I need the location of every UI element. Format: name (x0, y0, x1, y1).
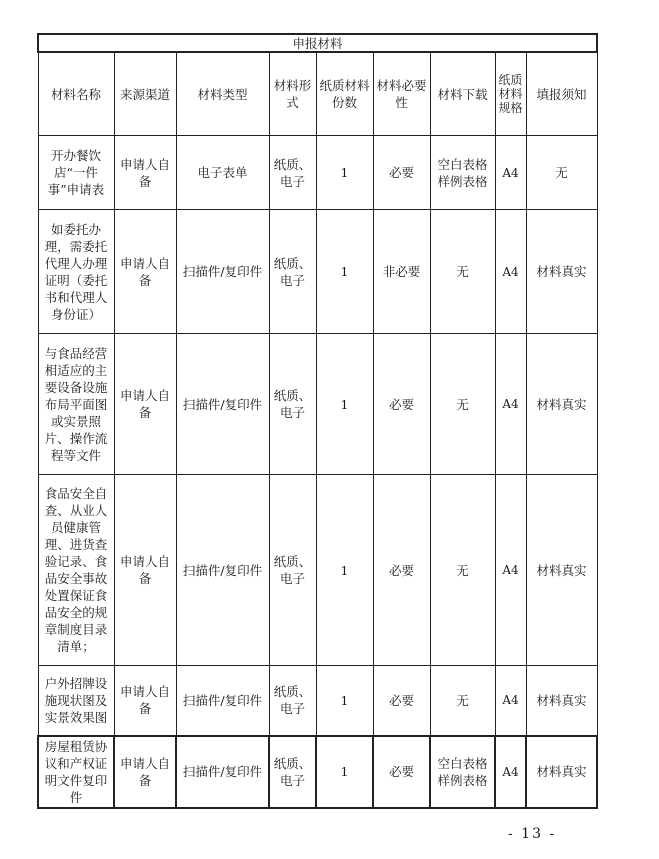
table-title: 申报材料 (38, 34, 597, 52)
source-cell: 申请人自备 (114, 136, 176, 210)
necessity-cell: 非必要 (373, 210, 430, 334)
table-header-row (38, 52, 597, 136)
necessity-cell: 必要 (373, 334, 430, 475)
download-cell: 无 (430, 475, 495, 666)
notes-cell: 材料真实 (526, 210, 597, 334)
type-cell: 扫描件/复印件 (176, 736, 269, 808)
source-cell: 申请人自备 (114, 475, 176, 666)
notes-cell: 材料真实 (526, 334, 597, 475)
copies-cell: 1 (316, 136, 373, 210)
header-material-type: 材料类型 (176, 52, 269, 136)
spec-cell: A4 (495, 210, 526, 334)
source-cell: 申请人自备 (114, 334, 176, 475)
download-cell: 无 (430, 334, 495, 475)
table-row (38, 736, 597, 808)
table-row (38, 334, 597, 475)
form-cell: 纸质、电子 (269, 334, 316, 475)
download-cell[interactable]: 空白表格样例表格 (430, 736, 495, 808)
table-row (38, 210, 597, 334)
download-cell: 无 (430, 210, 495, 334)
header-download: 材料下载 (430, 52, 495, 136)
header-necessity: 材料必要性 (373, 52, 430, 136)
spec-cell: A4 (495, 334, 526, 475)
spec-cell: A4 (495, 475, 526, 666)
form-cell: 纸质、电子 (269, 210, 316, 334)
header-material-form: 材料形式 (269, 52, 316, 136)
copies-cell: 1 (316, 334, 373, 475)
necessity-cell: 必要 (373, 736, 430, 808)
source-cell: 申请人自备 (114, 666, 176, 736)
copies-cell: 1 (316, 475, 373, 666)
material-name: 食品安全自查、从业人员健康管理、进货查验记录、食品安全事故处置保证食品安全的规章制度目录清单； (38, 475, 114, 666)
necessity-cell: 必要 (373, 475, 430, 666)
form-cell: 纸质、电子 (269, 136, 316, 210)
download-cell[interactable]: 空白表格样例表格 (430, 136, 495, 210)
notes-cell: 材料真实 (526, 736, 597, 808)
materials-table (37, 33, 598, 809)
header-spec: 纸质材料规格 (495, 52, 526, 136)
type-cell: 扫描件/复印件 (176, 210, 269, 334)
material-name: 户外招牌设施现状图及实景效果图 (38, 666, 114, 736)
copies-cell: 1 (316, 736, 373, 808)
source-cell: 申请人自备 (114, 736, 176, 808)
spec-cell: A4 (495, 136, 526, 210)
table-row (38, 136, 597, 210)
form-cell: 纸质、电子 (269, 475, 316, 666)
type-cell: 扫描件/复印件 (176, 334, 269, 475)
material-name: 与食品经营相适应的主要设备设施布局平面图或实景照片、操作流程等文件 (38, 334, 114, 475)
header-source: 来源渠道 (114, 52, 176, 136)
spec-cell: A4 (495, 736, 526, 808)
table-row (38, 666, 597, 736)
copies-cell: 1 (316, 666, 373, 736)
form-cell: 纸质、电子 (269, 666, 316, 736)
notes-cell: 材料真实 (526, 666, 597, 736)
header-notes: 填报须知 (526, 52, 597, 136)
necessity-cell: 必要 (373, 136, 430, 210)
header-copies: 纸质材料份数 (316, 52, 373, 136)
type-cell: 电子表单 (176, 136, 269, 210)
necessity-cell: 必要 (373, 666, 430, 736)
spec-cell: A4 (495, 666, 526, 736)
copies-cell: 1 (316, 210, 373, 334)
type-cell: 扫描件/复印件 (176, 666, 269, 736)
table-row (38, 475, 597, 666)
notes-cell: 无 (526, 136, 597, 210)
source-cell: 申请人自备 (114, 210, 176, 334)
form-cell: 纸质、电子 (269, 736, 316, 808)
material-name: 如委托办理，需委托代理人办理证明（委托书和代理人身份证） (38, 210, 114, 334)
table-title-row (38, 34, 597, 52)
download-cell: 无 (430, 666, 495, 736)
notes-cell: 材料真实 (526, 475, 597, 666)
material-name: 房屋租赁协议和产权证明文件复印件 (38, 736, 114, 808)
page-number: - 13 - (508, 826, 557, 842)
header-material-name: 材料名称 (38, 52, 114, 136)
material-name: 开办餐饮店“一件事”申请表 (38, 136, 114, 210)
type-cell: 扫描件/复印件 (176, 475, 269, 666)
